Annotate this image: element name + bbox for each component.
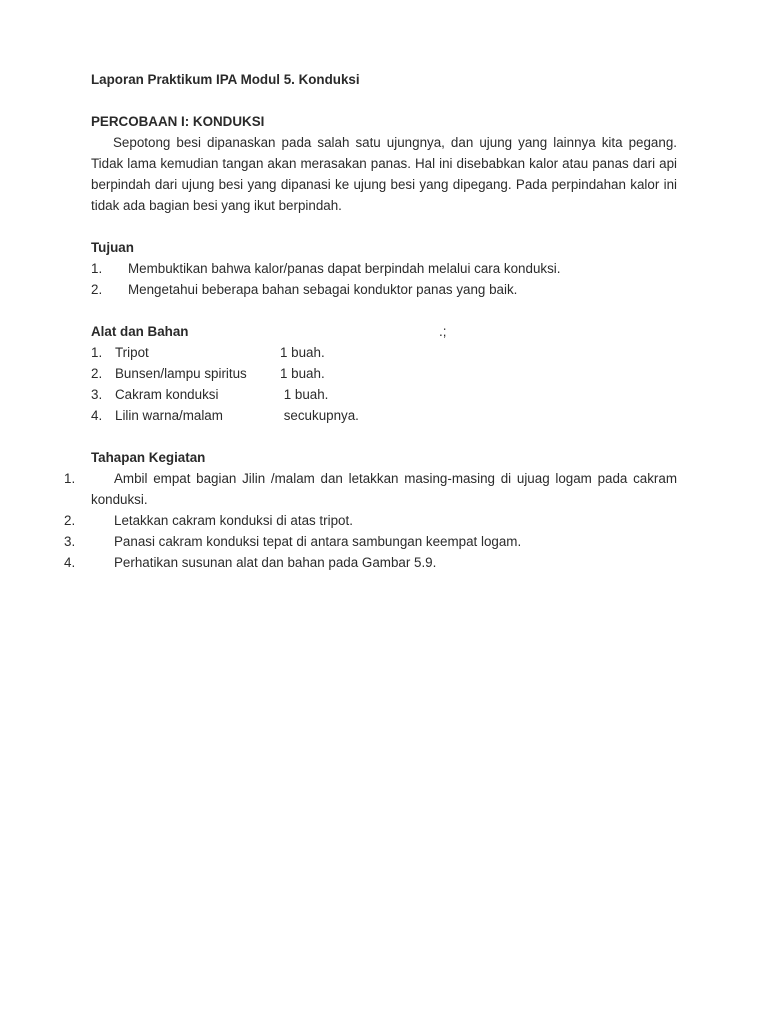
alat-item: [91, 342, 325, 363]
alat-item: [91, 384, 329, 405]
tahapan-item: [64, 531, 677, 552]
alat-item-number: 3.: [91, 387, 103, 402]
tahapan-item: [64, 468, 677, 510]
tujuan-item: [91, 279, 517, 300]
tahapan-item-text: Perhatikan susunan alat dan bahan pada Gambar 5.9.: [114, 555, 437, 570]
tahapan-item-text: Letakkan cakram konduksi di atas tripot.: [114, 513, 353, 528]
tahapan-heading: Tahapan Kegiatan: [91, 450, 206, 465]
alat-item-name: Bunsen/lampu spiritus: [115, 366, 247, 381]
tahapan-item-number: 2.: [64, 513, 76, 528]
alat-item-name: Cakram konduksi: [115, 387, 219, 402]
tujuan-item-text: Membuktikan bahwa kalor/panas dapat berpindah melalui cara konduksi.: [128, 261, 561, 276]
alat-item-quantity: secukupnya.: [280, 408, 359, 423]
alat-item-number: 4.: [91, 408, 103, 423]
alat-mark: .;: [439, 324, 447, 339]
alat-item-quantity: 1 buah.: [280, 345, 325, 360]
tahapan-item: [64, 510, 677, 531]
alat-item: [91, 405, 359, 426]
document-title: Laporan Praktikum IPA Modul 5. Konduksi: [91, 72, 360, 87]
tahapan-item-number: 1.: [64, 471, 76, 486]
alat-item-quantity: 1 buah.: [280, 366, 325, 381]
alat-item-number: 2.: [91, 366, 103, 381]
tahapan-item-text: Ambil empat bagian Jilin /malam dan letakkan masing-masing di ujuag logam pada cakram konduksi.: [91, 471, 677, 507]
tujuan-item: [91, 258, 560, 279]
tujuan-item-number: 2.: [91, 282, 103, 297]
alat-item-name: Lilin warna/malam: [115, 408, 223, 423]
alat-item-name: Tripot: [115, 345, 149, 360]
alat-item: [91, 363, 325, 384]
experiment-heading: PERCOBAAN I: KONDUKSI: [91, 114, 265, 129]
tahapan-item-number: 3.: [64, 534, 76, 549]
tahapan-item: [64, 552, 677, 573]
tujuan-item-number: 1.: [91, 261, 103, 276]
tahapan-item-number: 4.: [64, 555, 76, 570]
experiment-paragraph: Sepotong besi dipanaskan pada salah satu ujungnya, dan ujung yang lainnya kita pegang. Tidak lama kemudian tangan akan merasakan panas. Hal ini disebabkan kalor atau panas dari api berpindah dari ujung besi yang dipanasi ke ujung besi yang dipegang. Pada perpindahan kalor ini tidak ada bagian besi yang ikut berpindah.: [91, 135, 677, 213]
tahapan-item-text: Panasi cakram konduksi tepat di antara sambungan keempat logam.: [114, 534, 522, 549]
alat-heading: Alat dan Bahan: [91, 324, 189, 339]
alat-item-number: 1.: [91, 345, 103, 360]
tujuan-heading: Tujuan: [91, 240, 134, 255]
tujuan-item-text: Mengetahui beberapa bahan sebagai konduktor panas yang baik.: [128, 282, 518, 297]
alat-item-quantity: 1 buah.: [280, 387, 329, 402]
